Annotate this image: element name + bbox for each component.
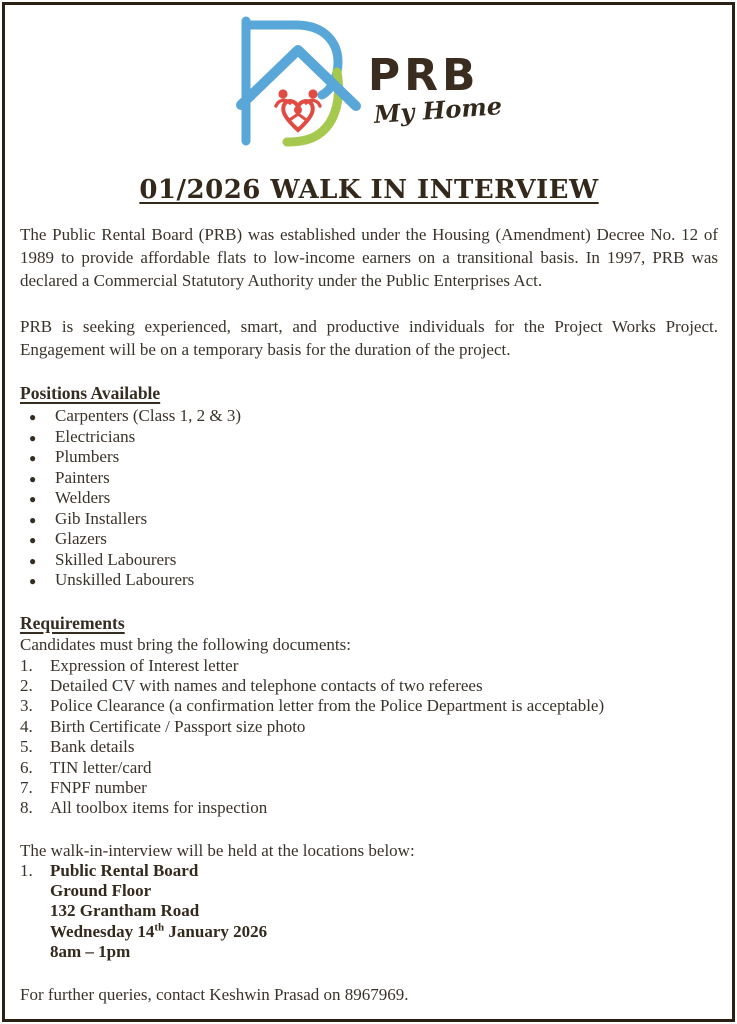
intro-paragraph-1: The Public Rental Board (PRB) was established under the Housing (Amendment) Decree No. 12 of 1989 to provide affordable flats to low-income earners on a transitional basis. In 1997, PRB was declared a Commercial Statutory Authority under the Public Enterprises Act. — [20, 225, 718, 290]
logo-b-house-icon — [236, 14, 362, 148]
list-item — [20, 696, 718, 716]
list-item — [20, 861, 718, 881]
list-number: 1. — [20, 655, 33, 675]
list-item — [20, 717, 718, 737]
bullet-icon: ● — [29, 410, 37, 424]
list-item — [20, 656, 718, 676]
list-item — [20, 427, 718, 448]
bullet-icon: ● — [29, 533, 37, 547]
logo-family-heart-icon — [276, 89, 320, 130]
list-number: 8. — [20, 798, 33, 818]
venue-block — [20, 861, 718, 962]
requirements-list — [20, 656, 718, 819]
list-number: 3. — [20, 696, 33, 716]
positions-heading: Positions Available — [20, 383, 161, 403]
list-item — [20, 406, 718, 427]
logo-brand-text: PRB — [367, 50, 480, 101]
list-item — [20, 529, 718, 550]
list-item — [20, 758, 718, 778]
list-item — [20, 570, 718, 591]
position-label: Welders — [55, 488, 111, 507]
logo-tagline: My Home — [372, 91, 503, 129]
position-label: Glazers — [55, 529, 107, 548]
position-label: Carpenters (Class 1, 2 & 3) — [55, 406, 242, 425]
list-item — [20, 737, 718, 757]
requirement-text: Detailed CV with names and telephone contacts of two referees — [50, 675, 483, 695]
venue-time: 8am – 1pm — [50, 941, 131, 961]
bullet-icon: ● — [29, 574, 37, 588]
venue-name: Public Rental Board — [50, 860, 199, 880]
list-item — [20, 488, 718, 509]
list-number: 7. — [20, 777, 33, 797]
list-item — [20, 550, 718, 571]
list-item — [20, 509, 718, 530]
position-label: Gib Installers — [55, 508, 148, 528]
position-label: Skilled Labourers — [55, 549, 177, 569]
bullet-icon: ● — [29, 553, 37, 568]
position-label: Electricians — [55, 426, 136, 446]
list-number: 6. — [20, 757, 33, 777]
venue-date — [50, 922, 718, 942]
list-item — [20, 447, 718, 468]
bullet-icon: ● — [29, 471, 37, 486]
list-item — [20, 676, 718, 696]
requirement-text: Birth Certificate / Passport size photo — [50, 716, 306, 736]
requirement-text: Police Clearance (a confirmation letter from the Police Department is acceptable) — [50, 696, 605, 716]
position-label: Painters — [55, 467, 110, 487]
requirement-text: TIN letter/card — [50, 757, 152, 777]
requirements-intro: Candidates must bring the following documents: — [20, 634, 351, 654]
requirement-text: Expression of Interest letter — [50, 655, 239, 675]
list-number: 2. — [20, 675, 33, 695]
requirements-heading: Requirements — [20, 612, 125, 633]
list-item — [20, 778, 718, 798]
list-item — [20, 798, 718, 818]
venue-date-suffix: January 2026 — [164, 921, 268, 941]
logo-text-block — [367, 50, 503, 129]
venue-floor: Ground Floor — [50, 881, 152, 901]
position-label: Plumbers — [55, 447, 120, 466]
footer-contact: For further queries, contact Keshwin Prasad on 8967969. — [20, 985, 409, 1005]
list-item — [20, 468, 718, 489]
venue-address: 132 Grantham Road — [50, 901, 200, 921]
requirement-text: Bank details — [50, 737, 135, 757]
bullet-icon: ● — [29, 430, 37, 445]
prb-logo — [20, 14, 718, 152]
venue-intro: The walk-in-interview will be held at the locations below: — [20, 840, 415, 860]
position-label: Unskilled Labourers — [55, 570, 195, 589]
bullet-icon: ● — [29, 492, 37, 506]
requirement-text: All toolbox items for inspection — [50, 798, 268, 818]
venue-date-ordinal: th — [154, 920, 165, 933]
requirement-text: FNPF number — [50, 777, 147, 797]
page-title: 01/2026 WALK IN INTERVIEW — [139, 175, 599, 205]
bullet-icon: ● — [29, 451, 37, 465]
intro-paragraph-2: PRB is seeking experienced, smart, and productive individuals for the Project Works Project. Engagement will be on a temporary basis for the duration of the project. — [20, 317, 718, 359]
list-number: 4. — [20, 716, 33, 736]
list-number: 1. — [20, 860, 33, 880]
venue-date-prefix: Wednesday 14 — [50, 921, 155, 941]
positions-list — [20, 406, 718, 591]
bullet-icon: ● — [29, 512, 37, 527]
list-number: 5. — [20, 737, 33, 757]
